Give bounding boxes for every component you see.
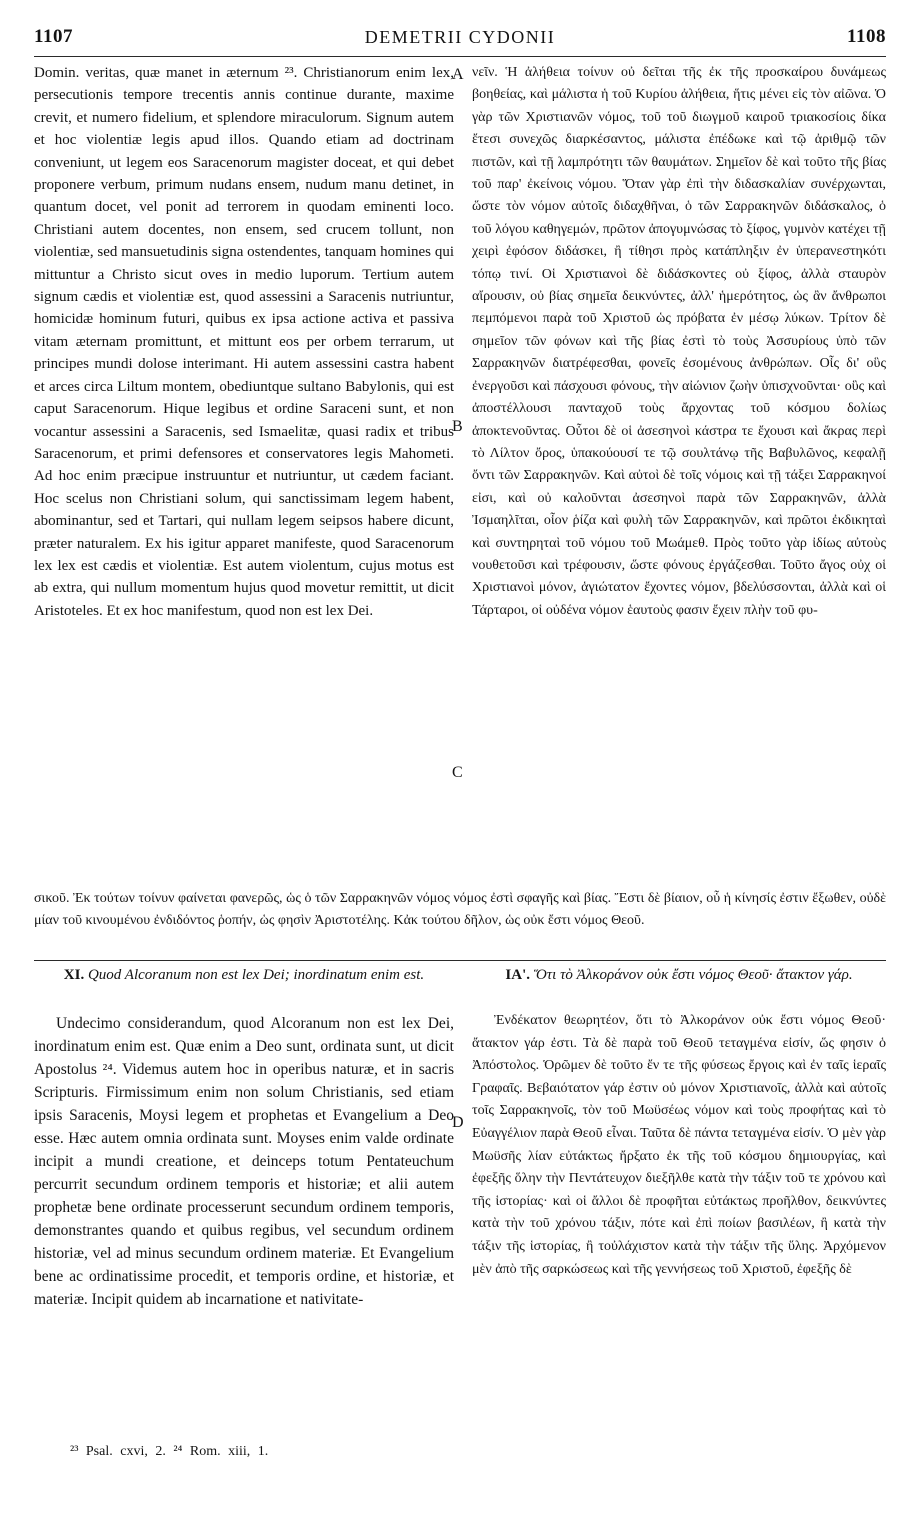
greek-column-lower bbox=[472, 1010, 886, 1281]
latin-paragraph-1: Domin. veritas, quæ manet in æternum ²³. Christianorum enim lex, persecutionis tempore trecentis annis continue durante, maxime crevit, et numero fidelium, et splendore miraculorum. Signum autem et hoc violentiæ legis apud illos. Quando etiam ad doctrinam conveniunt, ut legem eos Saracenorum magister doceat, et qui debet proponere verbum, primum nudans ensem, nudum manu detinet, in quantum docet, vel ponit ad terrorem in quodam eminenti loco. Christiani autem docentes, non ensem, sed crucem tollunt, non violentiæ, sed mansuetudinis signa ostendentes, tanquam homines qui mittuntur a Christo sicut oves in medio luporum. Tertium autem signum cædis et violentiæ est, quod assessini a Saracenis nutriuntur, homicidæ hominum futuri, quibus ex ipsa actione activa et passiva vitam æternam promittunt, et mittunt eos per orbem terrarum, ut principes mundi dolose interimant. Hi autem assessini castra habent et arces circa Liltum montem, obediuntque sultano Babylonis, qui est caput Saracenorum. Hique legibus et ordine Saraceni sunt, et non vocantur assessini a Saracenis, sed Ismaelitæ, quasi radix et tribus Saracenorum, et primi defensores et conservatores legis Mahometi. Ad hoc enim præcipue instruuntur et nutriuntur, ut cædem faciant. Hoc scelus non Christiani solum, qui sanctissimam legem habent, abominantur, sed et Tartari, qui nullam legem seipsos habere dicunt, præter naturalem. Ex his igitur apparet manifeste, quod Saracenorum lex lex est cædis et violentiæ. Est autem violentum, cujus motus est ab extra, qui nullum momentum hujus quod movetur remittit, ut dicit Aristoteles. Et ex hoc manifestum, quod non est lex Dei. bbox=[34, 65, 454, 619]
column-number-right: 1108 bbox=[847, 26, 886, 47]
greek-paragraph-1: νεῖν. Ἡ ἀλήθεια τοίνυν οὐ δεῖται τῆς ἐκ τῆς προσκαίρου δυνάμεως βοηθείας, καὶ μάλιστα ἡ τοῦ Κυρίου ἀλήθεια, ἥτις μένει εἰς τὸν αἰῶνα. Ὁ γὰρ τῶν Χριστιανῶν νόμος, τοῦ τοῦ διωγμοῦ καιροῦ τριακοσίοις δίκα ἔτεσι συνεχῶς διαρκέσαντος, μάλιστα ἐπέδωκε καὶ τῷ ἀριθμῷ τῶν πιστῶν, καὶ τῇ λαμπρότητι τῶν θαυμάτων. Σημεῖον δὲ καὶ τοῦτο τῆς βίας τοῦ παρ' ἐκείνοις νόμου. Ὅταν γὰρ ἐπὶ τὴν διδασκαλίαν συνέρχωνται, ὥστε τὸν νόμον αὐτοῖς διδαχθῆναι, ὁ τῶν Σαρρακηνῶν διδάσκαλος, ὁ τοῦ λόγου καθηγεμών, πρῶτον ἀπογυμνώσας τὸ ξίφος, γυμνὸν κατέχει τῇ χειρὶ ἐφόσον διδάσκει, ἢ τίθησι πρὸς κατάπληξιν ἐν ὑπερανεστηκότι τόπῳ τινί. Οἱ Χριστιανοὶ δὲ διδάσκοντες οὐ ξίφος, ἀλλὰ σταυρὸν αἴρουσιν, οὐ βίας σημεῖα δεικνύντες, ἀλλ' ἡμερότητος, ὡς ἂν ἄνθρωποι πεμπόμενοι παρὰ τοῦ Χριστοῦ ὡς πρόβατα ἐν μέσῳ λύκων. Τρίτον δὲ σημεῖον τῶν φόνων καὶ τῆς βίας ἐστὶ τὸ τοὺς Ἀσσυρίους ὑπὸ τῶν Σαρρακηνῶν διατρέφεσθαι, φονεῖς ἐσομένους ἀνθρώπων. Οἷς δι' οὓς ἐνεργοῦσι καὶ πάσχουσι φόνους, τὴν αἰώνιον ζωὴν ὑπισχνοῦνται· οὓς καὶ ἀποστέλλουσι πανταχοῦ τοὺς ἄρχοντας τοῦ κόσμου δολίως ἀποκτενοῦντας. Οὗτοι δὲ οἱ ἀσεσηνοὶ κάστρα τε ἔχουσι καὶ ἄκρας περὶ τὸ Λίλτον ὄρος, ὑπακούουσί τε τῷ σουλτάνῳ τῆς Βαβυλῶνος, κεφαλῇ ὄντι τῶν Σαρρακηνῶν. Καὶ αὐτοὶ δὲ τοῖς νόμοις καὶ τῇ τάξει Σαρρακηνοί εἰσι, καὶ οὐ καλοῦνται ἀσεσηνοὶ παρὰ τῶν Σαρρακηνῶν, ἀλλὰ Ἰσμαηλῖται, οἷον ῥίζα καὶ φυλὴ τῶν Σαρρακηνῶν, καὶ πρῶτοι ἐκδικηταὶ καὶ συντηρηταὶ τοῦ νόμου τοῦ Μωάμεθ. Πρὸς τοῦτο γὰρ ἰδίως αὐτοὺς νουθετοῦσι καὶ τρέφουσιν, ὥστε φόνους ἐργάζεσθαι. Τοῦτο ἄγος οὐχ οἱ Χριστιανοὶ μόνον, ἁγιώτατον ἔχοντες νόμον, βδελύσσονται, ἀλλὰ καὶ οἱ Τάρταροι, οἱ οὐδένα νόμον ἑαυτοὺς φασιν ἔχειν πλὴν τοῦ φυ- bbox=[472, 65, 886, 618]
column-number-left: 1107 bbox=[34, 26, 73, 47]
section-title-greek: Ὅτι τὸ Ἀλκοράνον οὐκ ἔστι νόμος Θεοῦ· ἄτακτον γάρ. bbox=[533, 967, 853, 983]
greek-spanning-text: σικοῦ. Ἐκ τούτων τοίνυν φαίνεται φανερῶς, ὡς ὁ τῶν Σαρρακηνῶν νόμος νόμος ἐστὶ σφαγῆς καὶ βίας. Ἔστι δὲ βίαιον, οὗ ἡ κίνησίς ἐστιν ἔξωθεν, οὐδὲ μίαν τοῦ κινουμένου ἐνδιδόντος ῥοπήν, ὡς φησὶν Ἀριστοτέλης. Κἀκ τούτου δῆλον, ὡς οὐκ ἔστι νόμος Θεοῦ. bbox=[34, 891, 886, 928]
margin-marker-a: A bbox=[452, 66, 464, 83]
section-number-greek: ΙΑ'. bbox=[505, 967, 530, 983]
margin-marker-c: C bbox=[452, 764, 463, 781]
margin-marker-d: D bbox=[452, 1114, 464, 1131]
header-rule bbox=[34, 56, 886, 57]
greek-paragraph-2: Ἐνδέκατον θεωρητέον, ὅτι τὸ Ἀλκοράνον οὐκ ἔστι νόμος Θεοῦ· ἄτακτον γάρ ἐστι. Τὰ δὲ παρὰ τοῦ Θεοῦ τεταγμένα εἰσίν, ὥς φησιν ὁ Ἀπόστολος. Ὁρῶμεν δὲ τοῦτο ἔν τε τῆς φύσεως ἔργοις καὶ ἐν ταῖς ἱεραῖς Γραφαῖς. Βεβαιότατον γάρ ἐστιν οὐ μόνον Χριστιανοῖς, ἀλλὰ καὶ αὐτοῖς τοῖς Σαρρακηνοῖς, τὸν τοῦ Μωϋσέως νόμον καὶ τοὺς προφήτας καὶ τὸ Εὐαγγέλιον παρὰ Θεοῦ εἶναι. Ταῦτα δὲ πάντα τεταγμένα εἰσίν. Ὁ μὲν γὰρ Μωϋσῆς λίαν εὐτάκτως ἤρξατο ἐκ τῆς τοῦ κόσμου δημιουργίας, καὶ ἐφεξῆς ὅλην τὴν Πεντάτευχον διεξῆλθε κατὰ τὴν τάξιν τοῦ τε χρόνου καὶ τῆς ἱστορίας· καὶ οἱ ἄλλοι δὲ προφῆται εὐτάκτως προῆλθον, δεικνύντες κατὰ τὴν τοῦ χρόνου τάξιν, πότε καὶ ἐπὶ ποίων βασιλέων, ἢ κατὰ τὴν τάξιν τῆς ἱστορίας, ἢ τοὐλάχιστον κατὰ τὴν τάξιν τῆς ὕλης. Ἀρχόμενον μὲν ἀπὸ τῆς σαρκώσεως καὶ τῆς γεννήσεως τοῦ Χριστοῦ, ἐφεξῆς δὲ bbox=[472, 1013, 886, 1277]
section-title-latin: Quod Alcoranum non est lex Dei; inordinatum enim est. bbox=[87, 967, 425, 983]
section-number-latin: XI. bbox=[63, 967, 85, 983]
section-rule bbox=[34, 960, 886, 961]
running-title: DEMETRII CYDONII bbox=[364, 27, 556, 47]
section-heading-greek bbox=[472, 966, 886, 985]
latin-column-lower bbox=[34, 1012, 454, 1311]
margin-marker-b: B bbox=[452, 418, 463, 435]
running-head bbox=[34, 26, 886, 56]
section-heading-latin bbox=[34, 966, 454, 985]
latin-paragraph-2: Undecimo considerandum, quod Alcoranum non est lex Dei, inordinatum enim est. Quæ enim a Deo sunt, ordinata sunt, ut dicit Apostolus ²⁴. Videmus autem hoc in operibus naturæ, et in sacris Scripturis. Firmissimum enim non solum Christianis, sed etiam ipsis Saracenis, Moysi legem et prophetas et Evangelium a Deo esse. Hæc autem omnia ordinata sunt. Moyses enim valde ordinate incipit a mundi creatione, et deinceps totum Pentateuchum percurrit secundum ordinem temporis et historiæ; et alii autem prophetæ bene ordinate processerunt secundum ordinem temporis, demonstrantes quando et quibus regibus, vel secundum ordinem historiæ, vel ad minus secundum ordinem materiæ. Et Evangelium bene ac ordinatissime procedit, et temporis ordine, et historiæ, et materiæ. Incipit quidem ab incarnatione et nativitate- bbox=[34, 1015, 454, 1308]
latin-column-upper bbox=[34, 62, 454, 622]
footnotes: ²³ Psal. cxvi, 2. ²⁴ Rom. xiii, 1. bbox=[70, 1444, 269, 1459]
greek-column-upper bbox=[472, 62, 886, 622]
